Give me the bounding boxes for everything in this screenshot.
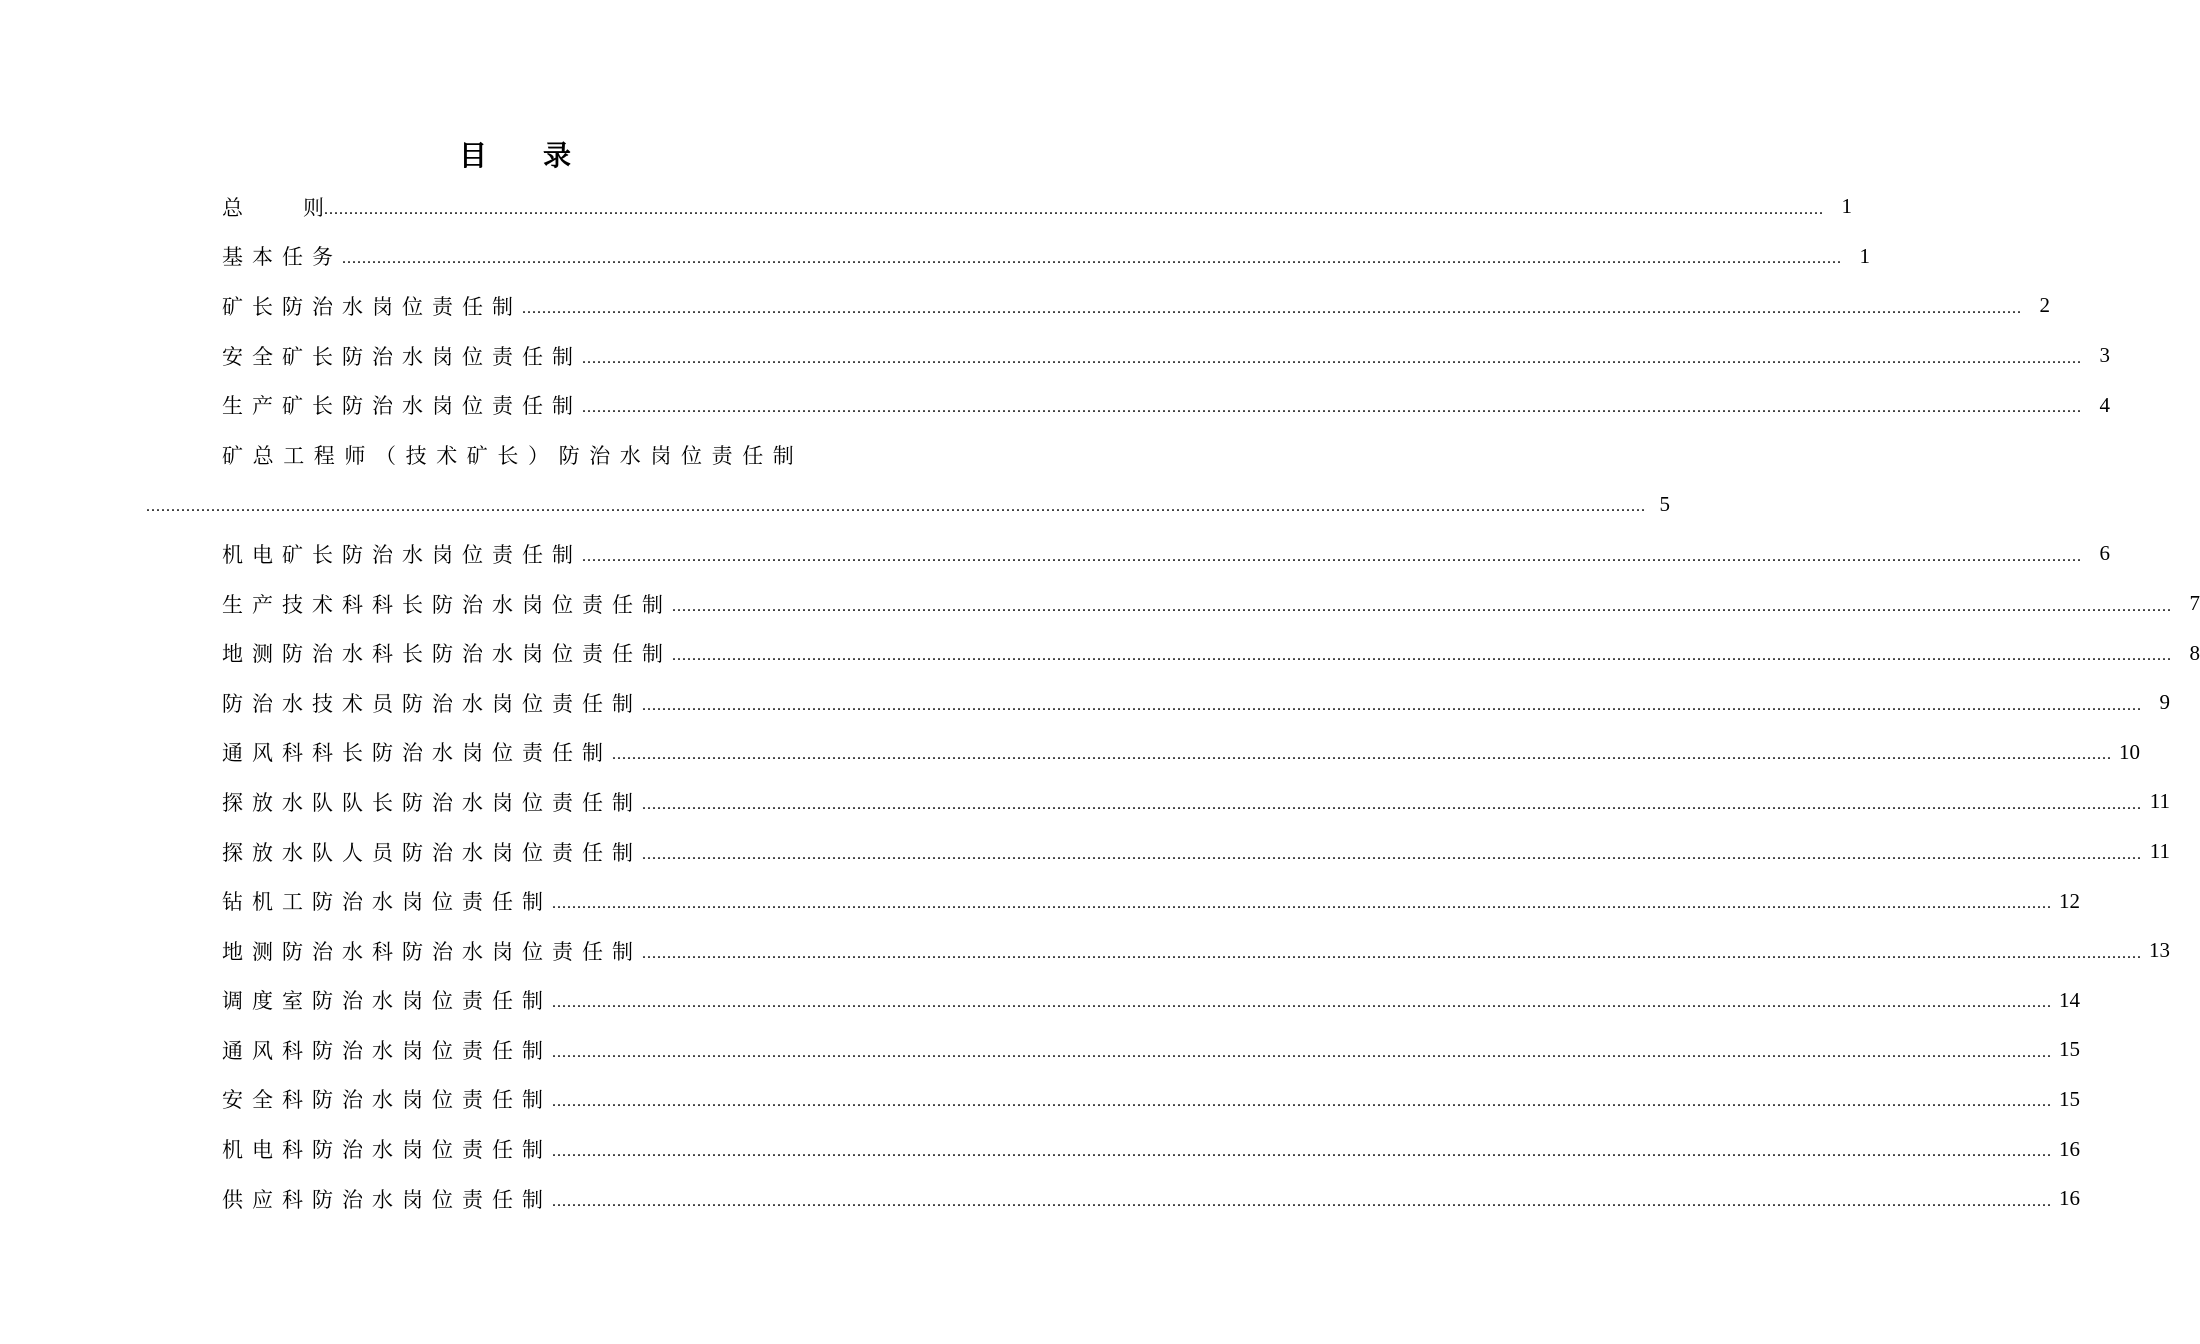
toc-entry[interactable] [222,1025,2080,1075]
toc-entry-long-continuation[interactable] [146,480,1670,530]
toc-entry-label: 机电矿长防治水岗位责任制 [222,542,582,567]
toc-entry-label: 安全矿长防治水岗位责任制 [222,344,582,369]
toc-leader-dots: ............................................................................................................................................................................................................................................................................................................ [582,399,2082,417]
toc-leader-dots: ............................................................................................................................................................................................................................................................................................................ [582,547,2082,565]
toc-leader-dots: ............................................................................................................................................................................................................................................................................................................ [612,746,2112,764]
toc-entry-label: 调度室防治水岗位责任制 [222,989,552,1014]
toc-entry-page: 13 [2149,938,2170,963]
toc-entry-page: 5 [1659,491,1670,516]
toc-leader-dots: ............................................................................................................................................................................................................................................................................................................ [552,994,2052,1012]
toc-entry-page: 12 [2059,888,2080,913]
toc-leader-dots: ............................................................................................................................................................................................................................................................................................................ [642,696,2142,714]
toc-entry-long[interactable] [222,430,804,480]
toc-leader-dots: ............................................................................................................................................................................................................................................................................................................ [642,845,2142,863]
toc-leader-dots: ............................................................................................................................................................................................................................................................................................................ [342,250,1842,268]
toc-entry-page: 16 [2059,1136,2080,1161]
toc-entry[interactable] [222,1124,2080,1174]
toc-entry[interactable] [222,827,2170,877]
toc-leader-dots: ............................................................................................................................................................................................................................................................................................................ [324,200,1824,218]
toc-entry[interactable] [222,1174,2080,1224]
toc-leader-dots: ............................................................................................................................................................................................................................................................................................................ [582,349,2082,367]
toc-entry-label: 机电科防治水岗位责任制 [222,1138,552,1163]
toc-leader-dots: ............................................................................................................................................................................................................................................................................................................ [552,1192,2052,1210]
toc-entry-page: 1 [1841,194,1852,219]
toc-entry-label: 矿长防治水岗位责任制 [222,294,522,319]
toc-entry-page: 8 [2189,640,2200,665]
toc-entry-page: 16 [2059,1186,2080,1211]
toc-general-char2: 则 [303,195,324,220]
toc-leader-dots: ............................................................................................................................................................................................................................................................................................................ [522,299,2022,317]
toc-entry[interactable] [222,331,2110,381]
toc-entry[interactable] [222,232,1870,282]
toc-entry-page: 2 [2039,293,2050,318]
toc-title-part2: 录 [543,139,572,172]
toc-entry[interactable] [222,876,2080,926]
toc-entry-label: 矿总工程师（技术矿长）防治水岗位责任制 [222,443,804,468]
toc-entry[interactable] [222,678,2170,728]
toc-leader-dots: ............................................................................................................................................................................................................................................................................................................ [552,1093,2052,1111]
toc-entry[interactable] [222,579,2200,629]
toc-entry[interactable] [222,926,2170,976]
toc-entry-page: 11 [2149,789,2170,814]
toc-entry[interactable] [222,281,2050,331]
toc-entry-label [222,192,324,222]
toc-entry-general[interactable] [222,182,1852,232]
toc-entry-page: 1 [1859,243,1870,268]
toc-entry-label: 通风科科长防治水岗位责任制 [222,741,612,766]
toc-entry-page: 15 [2059,1086,2080,1111]
toc-entry-label: 地测防治水科长防治水岗位责任制 [222,642,672,667]
toc-leader-dots: ............................................................................................................................................................................................................................................................................................................ [672,647,2172,665]
toc-title-part1: 目 [458,139,487,172]
toc-entry[interactable] [222,976,2080,1026]
toc-entry-page: 6 [2099,541,2110,566]
table-of-contents [146,182,2200,1223]
toc-entry-label: 基本任务 [222,245,342,270]
toc-entry-label: 钻机工防治水岗位责任制 [222,890,552,915]
toc-entry-label: 防治水技术员防治水岗位责任制 [222,691,642,716]
toc-entry-label: 生产技术科科长防治水岗位责任制 [222,592,672,617]
toc-entry[interactable] [222,628,2200,678]
toc-entry-page: 10 [2119,739,2140,764]
toc-entry-label: 通风科防治水岗位责任制 [222,1038,552,1063]
toc-leader-dots: ............................................................................................................................................................................................................................................................................................................ [642,944,2142,962]
toc-entry-page: 11 [2149,839,2170,864]
toc-entry-page: 14 [2059,987,2080,1012]
toc-entry[interactable] [222,728,2140,778]
toc-entry-label: 生产矿长防治水岗位责任制 [222,394,582,419]
toc-leader-dots: ............................................................................................................................................................................................................................................................................................................ [146,498,1646,516]
toc-entry-label: 探放水队队长防治水岗位责任制 [222,790,642,815]
toc-general-char1: 总 [222,195,243,220]
toc-entry-page: 9 [2159,690,2170,715]
toc-entry[interactable] [222,777,2170,827]
toc-leader-dots: ............................................................................................................................................................................................................................................................................................................ [642,795,2142,813]
toc-leader-dots: ............................................................................................................................................................................................................................................................................................................ [552,1143,2052,1161]
toc-entry[interactable] [222,380,2110,430]
toc-title [0,134,1030,174]
toc-leader-dots: ............................................................................................................................................................................................................................................................................................................ [552,895,2052,913]
toc-entry-label: 供应科防治水岗位责任制 [222,1187,552,1212]
toc-leader-dots: ............................................................................................................................................................................................................................................................................................................ [552,1043,2052,1061]
toc-entry-label: 探放水队人员防治水岗位责任制 [222,840,642,865]
toc-entry-page: 7 [2189,591,2200,616]
toc-entry[interactable] [222,529,2110,579]
toc-entry-label: 安全科防治水岗位责任制 [222,1088,552,1113]
toc-entry-page: 3 [2099,343,2110,368]
toc-entry-page: 15 [2059,1037,2080,1062]
toc-leader-dots: ............................................................................................................................................................................................................................................................................................................ [672,597,2172,615]
toc-entry-label: 地测防治水科防治水岗位责任制 [222,939,642,964]
toc-entry-page: 4 [2099,392,2110,417]
toc-entry[interactable] [222,1075,2080,1125]
